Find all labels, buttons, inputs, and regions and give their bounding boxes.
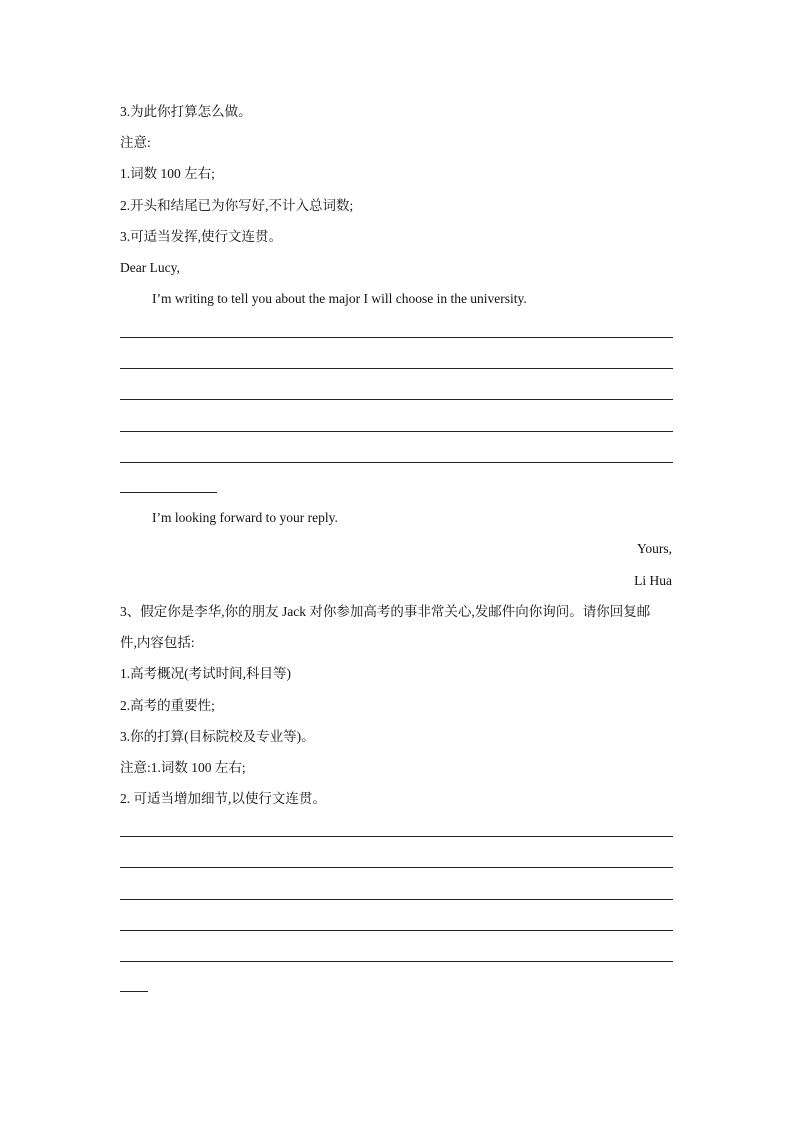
letter-signoff: Yours, [636, 541, 672, 556]
note-item-1: 1.词数 100 左右; [120, 166, 215, 181]
writing-line[interactable] [120, 930, 673, 931]
writing-line-short[interactable] [120, 991, 148, 992]
writing-line[interactable] [120, 899, 673, 900]
note-item-3: 3.可适当发挥,使行文连贯。 [120, 229, 282, 244]
writing-line[interactable] [120, 399, 673, 400]
note-item-1: 注意:1.词数 100 左右; [120, 760, 246, 775]
letter-opening: I’m writing to tell you about the major I will choose in the university. [152, 291, 527, 306]
note-item-2: 2.开头和结尾已为你写好,不计入总词数; [120, 198, 354, 213]
letter-closing: I’m looking forward to your reply. [152, 510, 338, 525]
letter-signature: Li Hua [634, 573, 672, 588]
writing-line[interactable] [120, 431, 673, 432]
note-title: 注意: [120, 135, 151, 150]
writing-line[interactable] [120, 462, 673, 463]
content-item-3: 3.你的打算(目标院校及专业等)。 [120, 729, 315, 744]
writing-line[interactable] [120, 368, 673, 369]
task-item-3: 3.为此你打算怎么做。 [120, 104, 252, 119]
writing-line[interactable] [120, 836, 673, 837]
prompt-line-1: 3、假定你是李华,你的朋友 Jack 对你参加高考的事非常关心,发邮件向你询问。请你回复邮 [120, 604, 651, 619]
letter-greeting: Dear Lucy, [120, 260, 180, 275]
content-item-2: 2.高考的重要性; [120, 698, 215, 713]
writing-line[interactable] [120, 337, 673, 338]
writing-line[interactable] [120, 867, 673, 868]
writing-line[interactable] [120, 961, 673, 962]
writing-line-short[interactable] [120, 492, 217, 493]
prompt-line-2: 件,内容包括: [120, 635, 195, 650]
content-item-1: 1.高考概况(考试时间,科目等) [120, 666, 291, 681]
note-item-2: 2. 可适当增加细节,以使行文连贯。 [120, 791, 326, 806]
